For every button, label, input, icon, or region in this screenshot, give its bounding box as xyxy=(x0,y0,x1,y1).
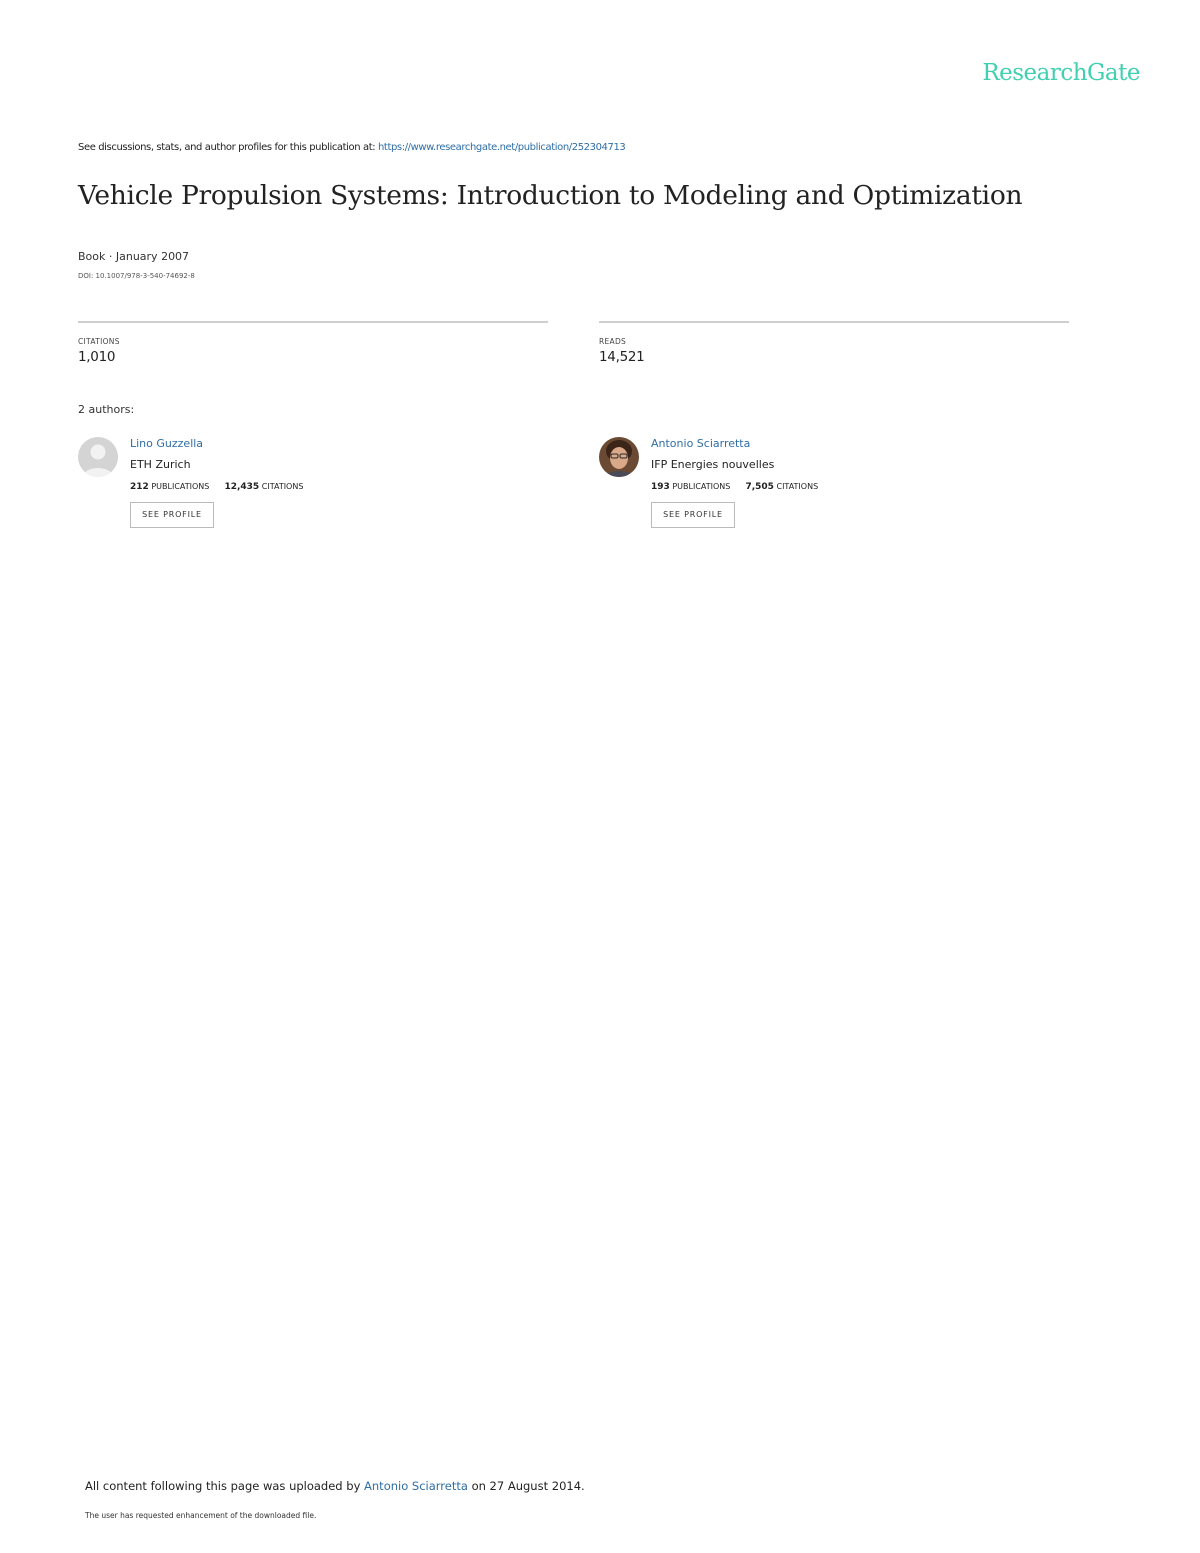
publications-label: PUBLICATIONS xyxy=(151,482,210,491)
reads-label: READS xyxy=(599,337,627,346)
divider xyxy=(599,321,1069,323)
publication-url-link[interactable]: https://www.researchgate.net/publication/252304713 xyxy=(377,142,626,153)
citations-value: 1,010 xyxy=(78,349,116,365)
author-stats xyxy=(651,482,1051,492)
author-photo-avatar[interactable] xyxy=(599,437,639,477)
authors-count-label: 2 authors: xyxy=(78,403,135,416)
reads-value: 14,521 xyxy=(599,349,645,365)
see-profile-button[interactable]: SEE PROFILE xyxy=(651,502,735,528)
publications-label: PUBLICATIONS xyxy=(672,482,731,491)
author-citations-label: CITATIONS xyxy=(776,482,819,491)
publication-link-line xyxy=(78,142,625,153)
author-citations-count: 7,505 xyxy=(745,482,774,492)
author-institution: ETH Zurich xyxy=(130,458,191,471)
citations-label: CITATIONS xyxy=(78,337,120,346)
publications-count: 193 xyxy=(651,482,670,492)
author-stats xyxy=(130,482,530,492)
author-citations-label: CITATIONS xyxy=(261,482,304,491)
enhancement-note: The user has requested enhancement of the downloaded file. xyxy=(85,1511,317,1520)
publication-title: Vehicle Propulsion Systems: Introduction to Modeling and Optimization xyxy=(78,180,1023,211)
author-name-link[interactable]: Lino Guzzella xyxy=(130,437,204,450)
author-institution: IFP Energies nouvelles xyxy=(651,458,775,471)
uploader-link[interactable]: Antonio Sciarretta xyxy=(364,1479,468,1493)
divider xyxy=(78,321,548,323)
reads-stat xyxy=(599,321,1069,365)
author-citations-count: 12,435 xyxy=(224,482,260,492)
see-profile-button[interactable]: SEE PROFILE xyxy=(130,502,214,528)
see-discussions-text: See discussions, stats, and author profiles for this publication at: xyxy=(78,142,376,153)
researchgate-logo[interactable]: ResearchGate xyxy=(982,60,1140,86)
publication-doi: DOI: 10.1007/978-3-540-74692-8 xyxy=(78,272,195,280)
citations-stat xyxy=(78,321,548,365)
publication-type-date: Book · January 2007 xyxy=(78,250,190,263)
upload-notice xyxy=(85,1479,585,1493)
upload-suffix: on 27 August 2014. xyxy=(471,1479,585,1493)
default-avatar-icon[interactable] xyxy=(78,437,118,477)
upload-prefix: All content following this page was uploaded by xyxy=(85,1479,361,1493)
author-name-link[interactable]: Antonio Sciarretta xyxy=(651,437,751,450)
publications-count: 212 xyxy=(130,482,149,492)
